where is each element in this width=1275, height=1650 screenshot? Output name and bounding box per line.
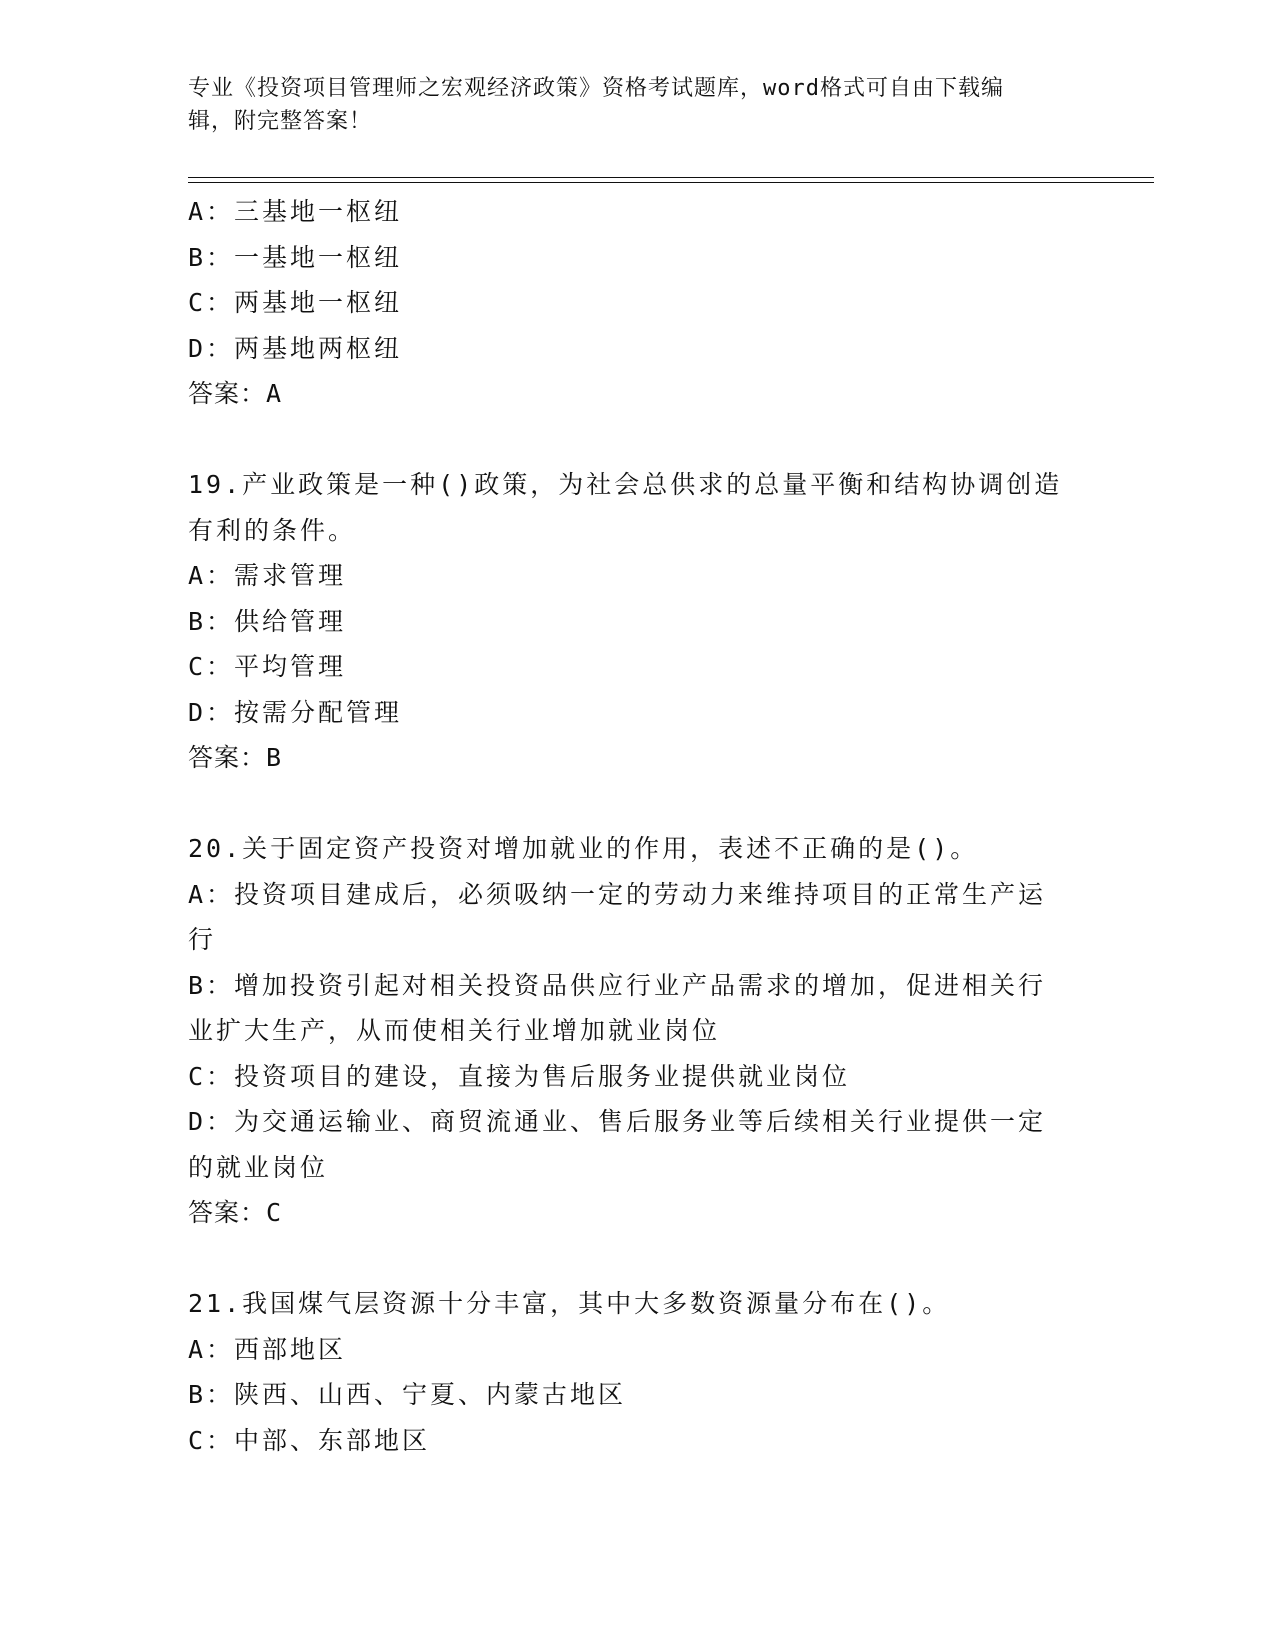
option-c: C：中部、东部地区 — [188, 1425, 431, 1455]
spacer — [188, 781, 1088, 827]
question-stem: 20.关于固定资产投资对增加就业的作用，表述不正确的是()。 — [188, 834, 979, 863]
header-rule-top — [188, 177, 1154, 178]
option-d: D：为交通运输业、商贸流通业、售后服务业等后续相关行业提供一定 — [188, 1107, 1047, 1136]
option-d: D：两基地两枢纽 — [188, 333, 403, 363]
option-d-cont: 的就业岗位 — [188, 1152, 329, 1182]
spacer — [188, 1236, 1088, 1282]
header-rule-bottom — [188, 182, 1154, 183]
option-c: C：投资项目的建设，直接为售后服务业提供就业岗位 — [188, 1061, 851, 1091]
document-header — [188, 72, 1068, 138]
option-c: C：平均管理 — [188, 652, 347, 681]
question-21 — [188, 1281, 1088, 1463]
header-line: 辑，附完整答案！ — [188, 109, 373, 134]
question-stem: 19.产业政策是一种()政策，为社会总供求的总量平衡和结构协调创造 — [188, 470, 1063, 499]
option-a: A：投资项目建成后，必须吸纳一定的劳动力来维持项目的正常生产运 — [188, 879, 1047, 909]
option-a: A：三基地一枢纽 — [188, 197, 403, 226]
header-line: 专业《投资项目管理师之宏观经济政策》资格考试题库，word格式可自由下载编 — [188, 76, 1004, 101]
answer: 答案：A — [188, 379, 283, 408]
option-b-cont: 业扩大生产，从而使相关行业增加就业岗位 — [188, 1016, 721, 1045]
option-b: B：供给管理 — [188, 606, 347, 636]
question-18 — [188, 189, 1088, 417]
answer: 答案：B — [188, 743, 283, 772]
option-b: B：一基地一枢纽 — [188, 242, 403, 272]
option-a: A：需求管理 — [188, 561, 347, 590]
spacer — [188, 417, 1088, 463]
option-c: C：两基地一枢纽 — [188, 288, 403, 317]
option-d: D：按需分配管理 — [188, 697, 403, 727]
question-list — [188, 189, 1088, 1463]
question-stem: 有利的条件。 — [188, 515, 357, 545]
option-b: B：陕西、山西、宁夏、内蒙古地区 — [188, 1380, 627, 1409]
question-20 — [188, 826, 1088, 1236]
option-a: A：西部地区 — [188, 1334, 347, 1364]
option-a-cont: 行 — [188, 925, 217, 954]
question-19 — [188, 462, 1088, 781]
option-b: B：增加投资引起对相关投资品供应行业产品需求的增加，促进相关行 — [188, 970, 1047, 1000]
question-stem: 21.我国煤气层资源十分丰富，其中大多数资源量分布在()。 — [188, 1289, 951, 1318]
answer: 答案：C — [188, 1198, 283, 1227]
